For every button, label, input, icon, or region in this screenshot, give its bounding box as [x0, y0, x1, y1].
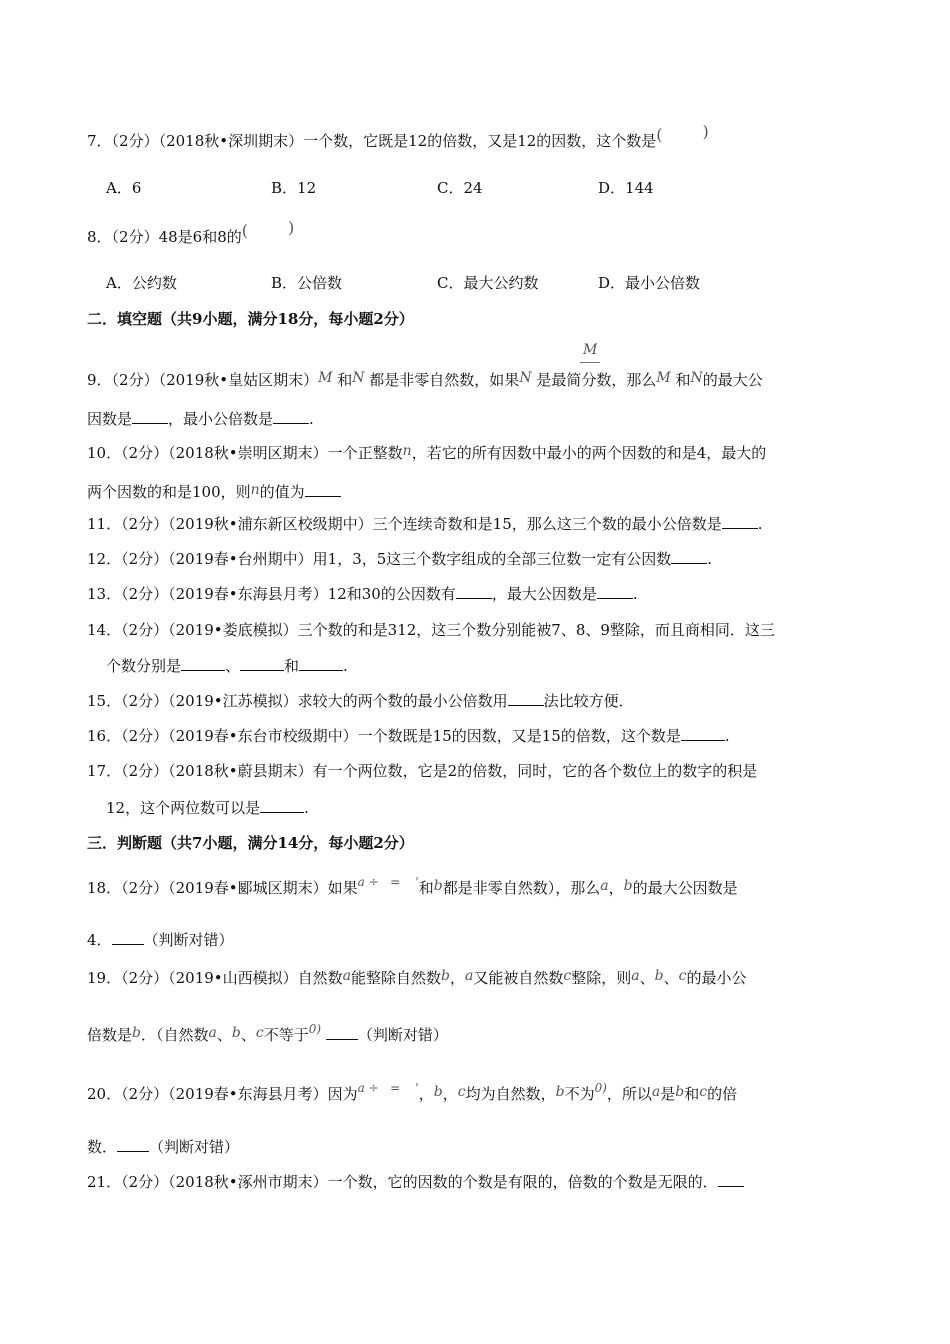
var-a: a: [342, 968, 352, 984]
question-14-line-2: [106, 656, 868, 676]
question-15: [87, 691, 868, 711]
q16-text: 16．（2分）（2019春•东台市校级期中）一个数既是15的因数，又是15的倍数，这个数是: [87, 727, 681, 745]
answer-paren-close: ): [288, 218, 295, 237]
question-7-text: 7．（2分）（2018秋•深圳期末）一个数，它既是12的倍数，又是12的因数，这个数是: [87, 132, 657, 150]
q9-text-8: ，最小公倍数是: [168, 410, 274, 428]
q19-text-1: 19．（2分）（2019•山西模拟）自然数: [87, 969, 343, 987]
q14-text-1: 个数分别是: [106, 657, 182, 675]
question-8-text: 8．（2分）48是6和8的: [87, 228, 242, 246]
q21-text: 21．（2分）（2018秋•涿州市期末）一个数，它的因数的个数是有限的，倍数的个数是无限的．: [87, 1173, 718, 1191]
q10-text-4: 的值为: [259, 483, 305, 501]
q9-text-5: 和: [675, 371, 691, 389]
q13-text-2: ，最大公因数是: [491, 585, 597, 603]
answer-paren-close: ): [702, 122, 709, 141]
answer-blank[interactable]: [718, 1172, 744, 1187]
answer-blank[interactable]: [597, 584, 633, 599]
equation-a-div-b: a ÷ = ': [357, 1081, 419, 1095]
q10-text-3: 两个因数的和是100，则: [87, 483, 251, 501]
var-a: a: [651, 1084, 661, 1100]
var-c: c: [255, 1025, 264, 1041]
q9-text-7: 因数是: [87, 410, 133, 428]
q17-text: 12，这个两位数可以是: [106, 799, 261, 817]
answer-paren-open: (: [656, 125, 663, 144]
q9-text-1: 9．（2分）（2019秋•皇姑区期末）: [87, 371, 319, 389]
var-a: a: [631, 968, 640, 984]
question-7: [87, 122, 868, 151]
q19-text-13: 不等于: [263, 1026, 309, 1044]
q18-text-7: （判断对错）: [143, 931, 234, 949]
answer-blank[interactable]: [671, 549, 707, 564]
answer-blank[interactable]: [305, 482, 341, 497]
question-10-line-2: [87, 480, 868, 502]
fraction-numerator: M: [583, 342, 598, 358]
q7-option-c: C．24: [437, 179, 483, 197]
q8-option-d: D．最小公倍数: [598, 274, 701, 292]
q11-period: .: [757, 515, 763, 533]
q9-text-2: 和: [337, 371, 353, 389]
q15-text-1: 15．（2分）（2019•江苏模拟）求较大的两个数的最小公倍数用: [87, 692, 508, 710]
var-b: b: [231, 1025, 241, 1041]
question-9-line-2: [87, 409, 868, 429]
q19-text-8: 的最小公: [686, 969, 747, 987]
q14-period: .: [343, 657, 348, 675]
answer-blank[interactable]: [508, 691, 544, 706]
equation-a-div-b: a ÷ = ': [357, 875, 419, 889]
var-c: c: [678, 968, 687, 984]
var-b: b: [441, 968, 450, 984]
q14-text-3: 和: [284, 657, 300, 675]
question-11: [87, 514, 868, 534]
answer-blank[interactable]: [299, 656, 343, 671]
q19-text-3: ，: [450, 969, 466, 987]
var-n: n: [250, 482, 260, 498]
q9-text-6: 的最大公: [702, 371, 763, 389]
section-judgment-heading: 三．判断题（共7小题，满分14分，每小题2分）: [87, 834, 414, 852]
q12-period: .: [707, 550, 713, 568]
var-b: b: [654, 968, 664, 984]
zero-symbol: 0): [308, 1022, 322, 1036]
q10-text-1: 10．（2分）（2018秋•崇明区期末）一个正整数: [87, 444, 403, 462]
answer-blank[interactable]: [260, 798, 304, 813]
var-a: a: [465, 968, 474, 984]
q18-text-2: 和: [418, 879, 434, 897]
q11-text: 11．（2分）（2019秋•浦东新区校级期中）三个连续奇数和是15，那么这三个数的最小公倍数是: [87, 515, 722, 533]
question-19: [87, 966, 868, 988]
q9-text-4: 是最简分数，那么: [536, 371, 657, 389]
q20-text-9: 的倍: [707, 1085, 738, 1103]
answer-blank[interactable]: [240, 656, 284, 671]
answer-blank[interactable]: [273, 409, 309, 424]
var-c: c: [699, 1084, 708, 1100]
question-8: [87, 218, 868, 247]
answer-blank[interactable]: [132, 409, 168, 424]
answer-blank[interactable]: [181, 656, 225, 671]
q20-text-3: ，: [442, 1085, 458, 1103]
q8-option-b: B．公倍数: [271, 274, 343, 292]
var-b: b: [675, 1084, 685, 1100]
question-10: [87, 441, 868, 463]
q15-text-2: 法比较方便．: [543, 692, 634, 710]
var-b: b: [433, 878, 443, 894]
q20-text-4: 均为自然数，: [465, 1085, 556, 1103]
question-20-line-2: [87, 1137, 868, 1157]
q20-text-6: ，所以: [606, 1085, 652, 1103]
var-a: a: [600, 878, 609, 894]
question-18: [87, 872, 868, 898]
question-20: [87, 1078, 868, 1104]
var-b: b: [555, 1084, 565, 1100]
q20-text-11: （判断对错）: [149, 1138, 240, 1156]
q18-text-3: 都是非零自然数），那么: [442, 879, 601, 897]
answer-blank[interactable]: [681, 726, 725, 741]
q7-option-d: D．144: [598, 179, 654, 197]
q9-text-9: .: [309, 410, 314, 428]
q19-text-2: 能整除自然数: [351, 969, 442, 987]
fraction-denominator: N: [519, 370, 532, 386]
section-fill-in-heading: 二．填空题（共9小题，满分18分，每小题2分）: [87, 310, 414, 328]
q20-text-7: 是: [660, 1085, 676, 1103]
question-17: 17．（2分）（2018秋•蔚县期末）有一个两位数，它是2的倍数，同时，它的各个数位上的数字的积是: [87, 762, 758, 780]
q16-period: .: [724, 727, 730, 745]
var-n: N: [690, 370, 703, 386]
var-n: n: [402, 443, 412, 459]
var-b: b: [132, 1025, 141, 1041]
var-m: M: [318, 370, 333, 386]
var-m: M: [656, 370, 671, 386]
q20-text-2: ，: [418, 1085, 434, 1103]
q19-text-14: （判断对错）: [357, 1026, 448, 1044]
var-n: N: [352, 370, 365, 386]
fraction-bar: [580, 362, 600, 363]
q19-text-12: 、: [240, 1026, 256, 1044]
question-12: [87, 549, 868, 569]
answer-blank[interactable]: [117, 1137, 149, 1152]
question-19-line-2: [87, 1019, 868, 1045]
question-14: 14．（2分）（2019•娄底模拟）三个数的和是312，这三个数分别能被7、8、9整除，而且商相同．这三: [87, 621, 775, 639]
var-b: b: [623, 878, 633, 894]
q20-text-10: 数．: [87, 1138, 118, 1156]
var-a: a: [208, 1025, 217, 1041]
q20-text-8: 和: [684, 1085, 700, 1103]
q19-text-4: 又能被自然数: [473, 969, 564, 987]
zero-symbol: 0): [594, 1081, 607, 1095]
answer-blank[interactable]: [112, 930, 144, 945]
q18-text-6: 4．: [87, 931, 112, 949]
q7-option-b: B．12: [271, 179, 317, 197]
q19-text-5: 整除，则: [571, 969, 632, 987]
q18-text-4: ，: [608, 879, 624, 897]
q10-text-2: ，若它的所有因数中最小的两个因数的和是4，最大的: [411, 444, 767, 462]
var-c: c: [457, 1084, 466, 1100]
question-16: [87, 726, 868, 746]
q20-text-5: 不为: [564, 1085, 595, 1103]
question-17-line-2: [106, 798, 868, 818]
q12-text: 12．（2分）（2019春•台州期中）用1，3，5这三个数字组成的全部三位数一定有公因数: [87, 550, 672, 568]
q7-option-a: A．6: [106, 179, 142, 197]
answer-paren-open: (: [241, 221, 249, 240]
q13-text-1: 13．（2分）（2019春•东海县月考）12和30的公因数有: [87, 585, 456, 603]
q17-period: .: [304, 799, 309, 817]
q18-text-1: 18．（2分）（2019春•郾城区期末）如果: [87, 879, 358, 897]
q14-text-2: 、: [225, 657, 241, 675]
question-13: [87, 584, 868, 604]
q19-text-7: 、: [663, 969, 679, 987]
answer-blank[interactable]: [456, 584, 492, 599]
var-b: b: [433, 1084, 443, 1100]
q19-text-10: ．（自然数: [140, 1026, 209, 1044]
q9-text-3: 都是非零自然数，如果: [369, 371, 520, 389]
q19-text-9: 倍数是: [87, 1026, 133, 1044]
q8-option-a: A．公约数: [106, 274, 177, 292]
q13-period: .: [632, 585, 638, 603]
q18-text-5: 的最大公因数是: [632, 879, 738, 897]
var-c: c: [563, 968, 572, 984]
question-9: [87, 368, 868, 390]
answer-blank[interactable]: [326, 1025, 358, 1040]
q8-option-c: C．最大公约数: [437, 274, 539, 292]
answer-blank[interactable]: [722, 514, 758, 529]
q20-text-1: 20．（2分）（2019春•东海县月考）因为: [87, 1085, 358, 1103]
question-18-line-2: [87, 930, 868, 950]
question-21: [87, 1172, 868, 1192]
q19-text-6: 、: [639, 969, 655, 987]
q19-text-11: 、: [216, 1026, 232, 1044]
